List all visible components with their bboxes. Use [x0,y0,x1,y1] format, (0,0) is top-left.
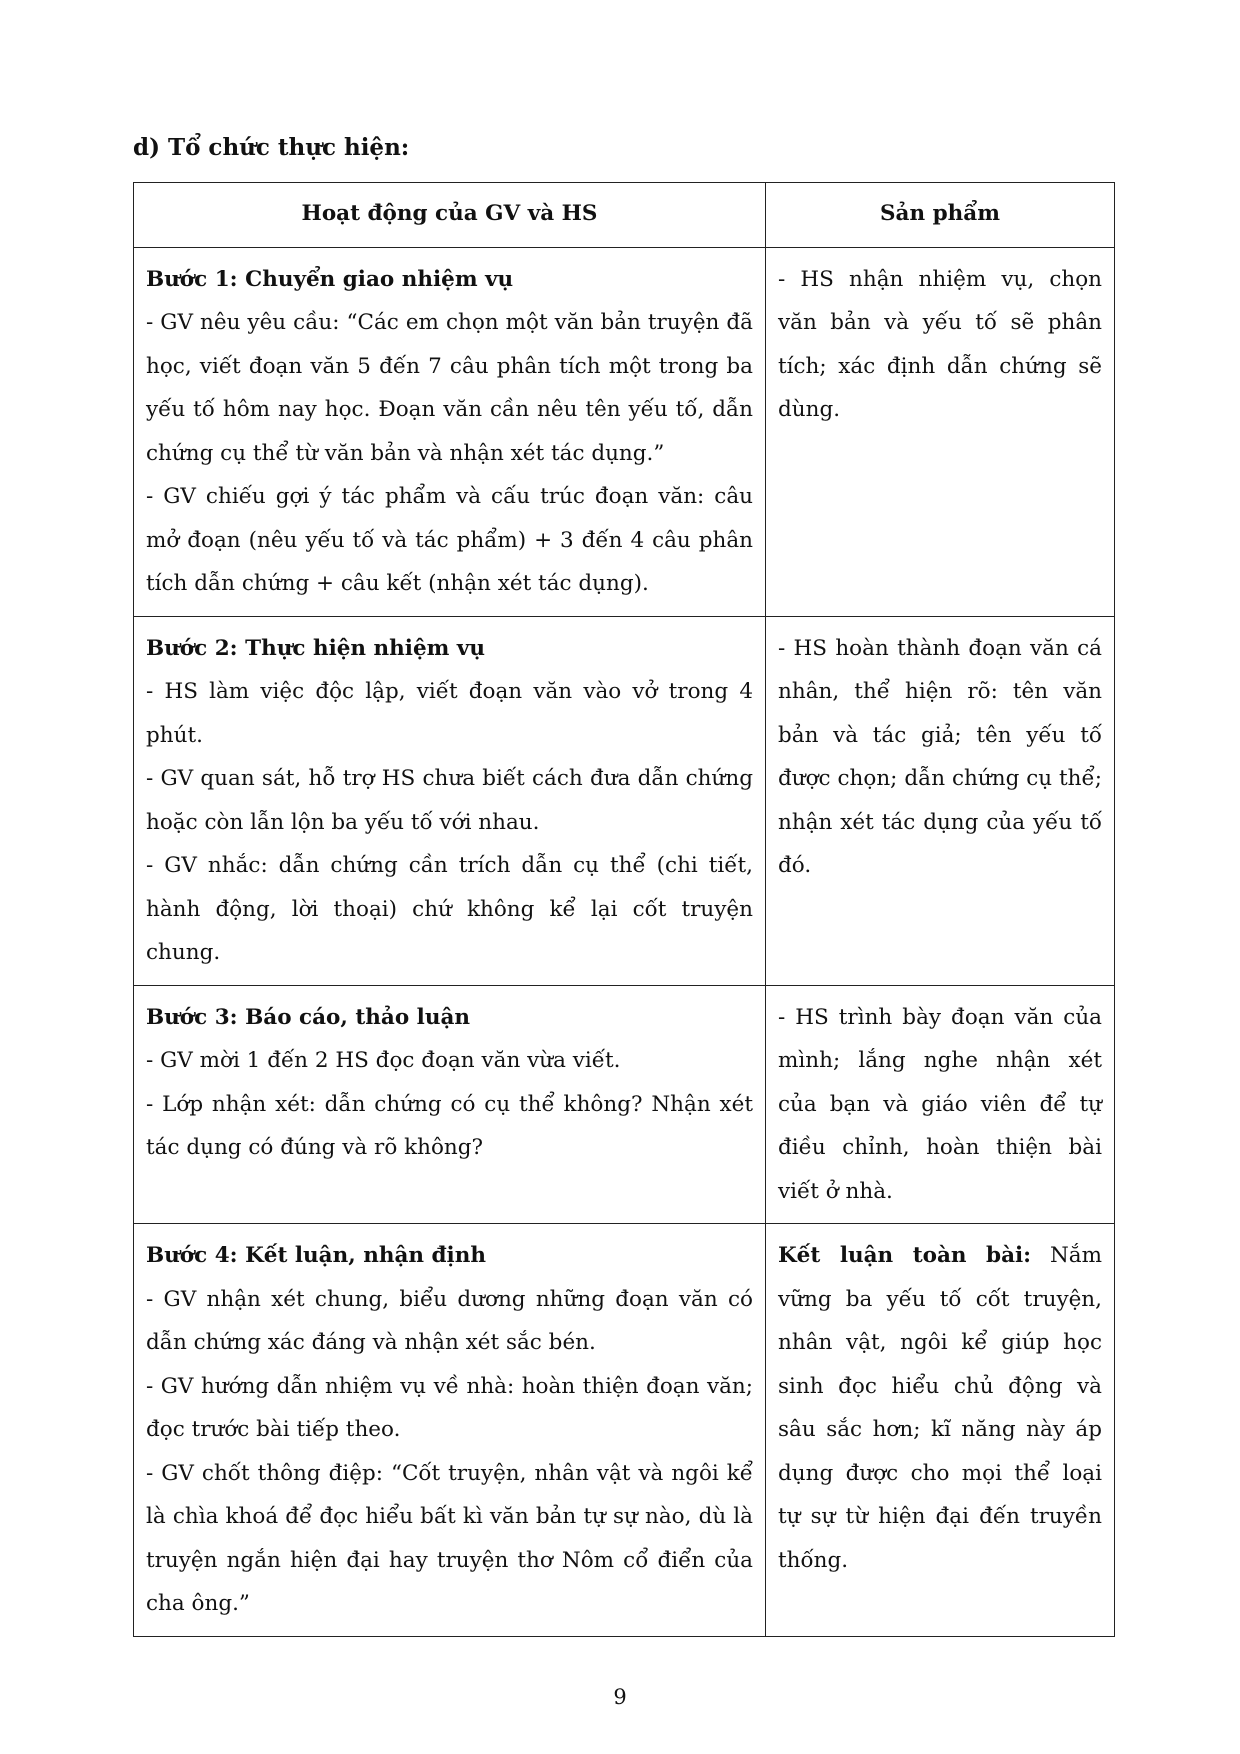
table-row [134,985,1115,1224]
product-cell [766,616,1115,985]
product-text [778,627,1102,888]
product-body: - HS nhận nhiệm vụ, chọn văn bản và yếu tố sẽ phân tích; xác định dẫn chứng sẽ dùng. [778,266,1102,422]
step-title: Bước 4: Kết luận, nhận định [146,1243,486,1268]
table-row [134,247,1115,616]
activity-line: - GV nêu yêu cầu: “Các em chọn một văn bản truyện đã học, viết đoạn văn 5 đến 7 câu phân tích một trong ba yếu tố hôm nay học. Đoạn văn cần nêu tên yếu tố, dẫn chứng cụ thể từ văn bản và nhận xét tác dụng.” [146,310,753,466]
page-number: 9 [613,1685,627,1709]
product-body: - HS hoàn thành đoạn văn cá nhân, thể hiện rõ: tên văn bản và tác giả; tên yếu tố được chọn; dẫn chứng cụ thể; nhận xét tác dụng của yếu tố đó. [778,635,1102,878]
product-cell [766,985,1115,1224]
activity-line: - HS làm việc độc lập, viết đoạn văn vào vở trong 4 phút. [146,679,753,748]
activity-line: - GV chốt thông điệp: “Cốt truyện, nhân vật và ngôi kể là chìa khoá để đọc hiểu bất kì văn bản tự sự nào, dù là truyện ngắn hiện đại hay truyện thơ Nôm cổ điển của cha ông.” [146,1460,753,1616]
activity-cell [134,247,766,616]
product-text [778,1234,1102,1582]
activity-line: - GV quan sát, hỗ trợ HS chưa biết cách đưa dẫn chứng hoặc còn lẫn lộn ba yếu tố với nhau. [146,766,753,835]
activity-line: - GV chiếu gợi ý tác phẩm và cấu trúc đoạn văn: câu mở đoạn (nêu yếu tố và tác phẩm) + 3 đến 4 câu phân tích dẫn chứng + câu kết (nhận xét tác dụng). [146,484,753,596]
activity-cell [134,985,766,1224]
activity-line: - GV hướng dẫn nhiệm vụ về nhà: hoàn thiện đoạn văn; đọc trước bài tiếp theo. [146,1373,753,1442]
step-title: Bước 1: Chuyển giao nhiệm vụ [146,266,514,292]
activity-line: - GV nhận xét chung, biểu dương những đoạn văn có dẫn chứng xác đáng và nhận xét sắc bén. [146,1286,753,1355]
table-row [134,616,1115,985]
product-text [778,996,1102,1214]
product-text [778,258,1102,432]
activity-cell [134,1224,766,1637]
product-cell [766,247,1115,616]
activity-line: - Lớp nhận xét: dẫn chứng có cụ thể không? Nhận xét tác dụng có đúng và rõ không? [146,1091,753,1160]
section-heading: d) Tổ chức thực hiện: [133,134,410,161]
column-header-product: Sản phẩm [766,183,1115,248]
product-cell [766,1224,1115,1637]
activity-line: - GV nhắc: dẫn chứng cần trích dẫn cụ thể (chi tiết, hành động, lời thoại) chứ không kể lại cốt truyện chung. [146,853,753,965]
step-title: Bước 3: Báo cáo, thảo luận [146,1004,471,1030]
activity-line: - GV mời 1 đến 2 HS đọc đoạn văn vừa viết. [146,1048,621,1073]
table-row [134,1224,1115,1637]
table-header-row [134,183,1115,248]
lesson-activity-table [133,182,1115,1637]
product-body: - HS trình bày đoạn văn của mình; lắng nghe nhận xét của bạn và giáo viên để tự điều chỉnh, hoàn thiện bài viết ở nhà. [778,1004,1102,1204]
product-bold-label: Kết luận toàn bài: [778,1243,1032,1268]
product-body: Nắm vững ba yếu tố cốt truyện, nhân vật, ngôi kể giúp học sinh đọc hiểu chủ động và sâu sắc hơn; kĩ năng này áp dụng được cho mọi thể loại tự sự từ hiện đại đến truyền thống. [778,1243,1102,1573]
activity-cell [134,616,766,985]
column-header-activities: Hoạt động của GV và HS [134,183,766,248]
step-title: Bước 2: Thực hiện nhiệm vụ [146,635,486,661]
